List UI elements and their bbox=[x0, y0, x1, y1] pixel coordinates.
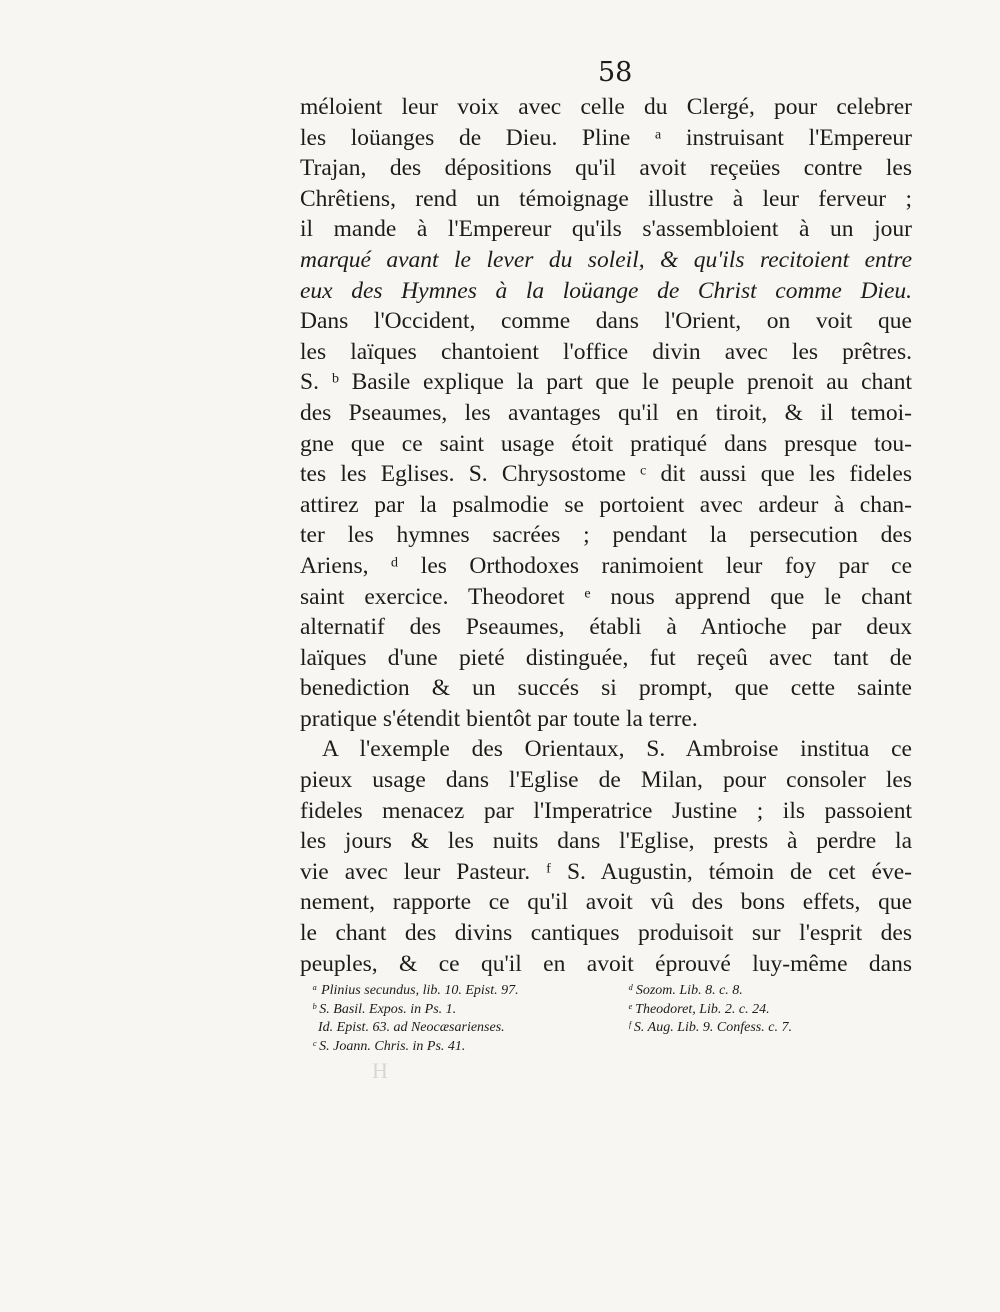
text-line: les laïques chantoient l'office divin avec les prêtres. bbox=[300, 338, 912, 365]
text-line: des Pseaumes, les avantages qu'il en tiroit, & il temoi- bbox=[300, 399, 912, 426]
text-line: nement, rapporte ce qu'il avoit vû des bons effets, que bbox=[300, 889, 912, 916]
text-line: les loüanges de Dieu. Pline ᵃ instruisant l'Empereur bbox=[300, 124, 912, 151]
text-line: pieux usage dans l'Eglise de Milan, pour consoler les bbox=[300, 767, 912, 794]
text-line: le chant des divins cantiques produisoit sur l'esprit des bbox=[300, 920, 912, 947]
text-line: benediction & un succés si prompt, que cette sainte bbox=[300, 675, 912, 702]
text-line: saint exercice. Theodoret ᵉ nous apprend que le chant bbox=[300, 583, 912, 610]
text-line-paragraph-end: pratique s'étendit bientôt par toute la terre. bbox=[300, 705, 698, 732]
text-line: Dans l'Occident, comme dans l'Orient, on voit que bbox=[300, 308, 912, 335]
footnote: ᵇ S. Basil. Expos. in Ps. 1. bbox=[312, 1001, 457, 1017]
text-line: Trajan, des dépositions qu'il avoit reçeües contre les bbox=[300, 155, 912, 182]
page-number: 58 bbox=[598, 57, 633, 88]
footnote: Id. Epist. 63. ad Neocæsarienses. bbox=[318, 1020, 505, 1035]
text-line: attirez par la psalmodie se portoient avec ardeur à chan- bbox=[300, 491, 912, 518]
text-line: S. ᵇ Basile explique la part que le peuple prenoit au chant bbox=[300, 369, 912, 396]
body-text bbox=[300, 92, 912, 979]
footnote: ᵃ Plinius secundus, lib. 10. Epist. 97. bbox=[312, 983, 519, 998]
footnotes-left-column bbox=[312, 982, 612, 1056]
signature-mark: H bbox=[372, 1058, 388, 1083]
text-line: peuples, & ce qu'il en avoit éprouvé luy-même dans bbox=[300, 950, 912, 977]
text-line: Chrêtiens, rend un témoignage illustre à leur ferveur ; bbox=[300, 185, 912, 212]
text-line: il mande à l'Empereur qu'ils s'assembloient à un jour bbox=[300, 216, 912, 243]
footnote: ᶜ S. Joann. Chris. in Ps. 41. bbox=[312, 1038, 466, 1054]
footnote: ᵈ Sozom. Lib. 8. c. 8. bbox=[628, 983, 743, 998]
text-line: laïques d'une pieté distinguée, fut reçeû avec tant de bbox=[300, 644, 912, 671]
show-through-left bbox=[0, 95, 250, 895]
text-line: tes les Eglises. S. Chrysostome ᶜ dit aussi que les fideles bbox=[300, 461, 912, 488]
text-line-italic: marqué avant le lever du soleil, & qu'ils recitoient entre bbox=[300, 246, 912, 273]
footnote: ᶠ S. Aug. Lib. 9. Confess. c. 7. bbox=[628, 1020, 792, 1035]
text-line: ter les hymnes sacrées ; pendant la persecution des bbox=[300, 522, 912, 549]
text-line: gne que ce saint usage étoit pratiqué dans presque tou- bbox=[300, 430, 912, 457]
footnotes-right-column bbox=[628, 982, 888, 1038]
text-line: vie avec leur Pasteur. ᶠ S. Augustin, témoin de cet éve- bbox=[300, 858, 912, 885]
text-line-paragraph-start: A l'exemple des Orientaux, S. Ambroise institua ce bbox=[322, 736, 912, 763]
text-line: fideles menacez par l'Imperatrice Justine ; ils passoient bbox=[300, 797, 912, 824]
text-line-italic: eux des Hymnes à la loüange de Christ comme Dieu. bbox=[300, 277, 912, 304]
text-line: alternatif des Pseaumes, établi à Antioche par deux bbox=[300, 614, 912, 641]
text-line: les jours & les nuits dans l'Eglise, prests à perdre la bbox=[300, 828, 912, 855]
text-line: Ariens, ᵈ les Orthodoxes ranimoient leur foy par ce bbox=[300, 552, 912, 579]
footnote: ᵉ Theodoret, Lib. 2. c. 24. bbox=[628, 1001, 770, 1017]
text-line: méloient leur voix avec celle du Clergé, pour celebrer bbox=[300, 94, 912, 120]
